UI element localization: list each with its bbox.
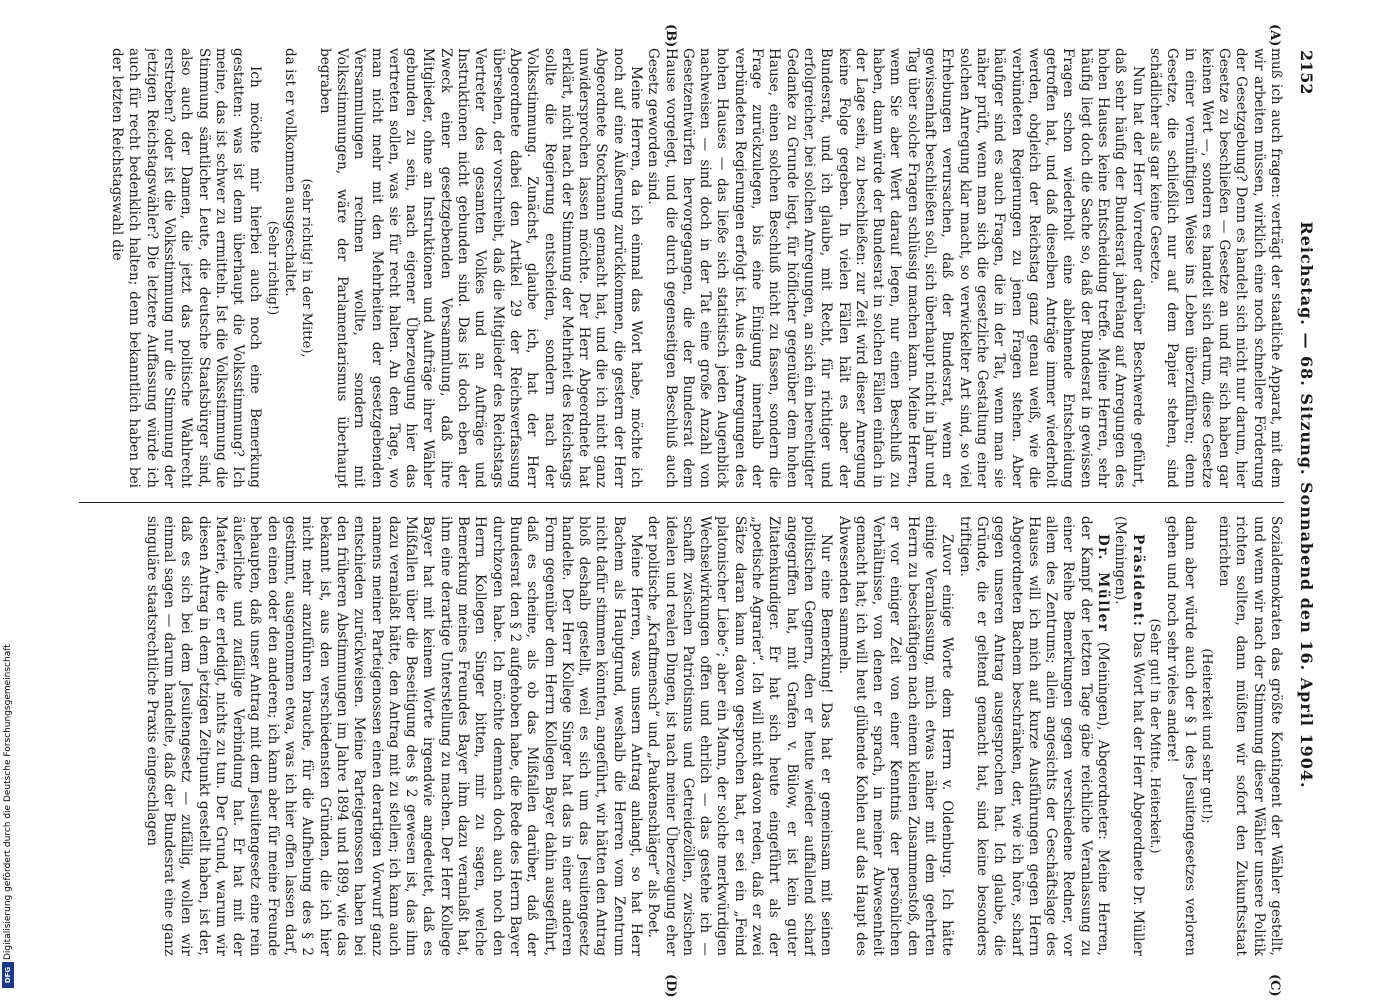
- speaker-text: (Meiningen), Abgeordneter: Meine Herren, der Kampf der letzten Tage gäbe reichliche Veranlassung zu einer Reihe Bemerkungen gegen verschiedene Redner, vor allem des Zentrums; allein angesichts der Geschäftslage des Hauses will ich mich auf kurze Ausführungen gegen Herrn Abgeordneten Bachem beschränken, der, wie ich höre, scharf gegen unseren Antrag ausgesprochen hat. Ich glaube, die Gründe, die er geltend gemacht hat, sind keine besonders triftigen.: [956, 516, 1112, 956]
- margin-mark-c: (C): [1267, 974, 1282, 997]
- column-divider: [79, 502, 1284, 503]
- margin-mark-a: (A): [1267, 24, 1282, 47]
- paragraph: Sozialdemokraten das größte Kontingent der Wähler gestellt, und wenn wir nach der Stimmung dieser Wähler unsere Politik richten sollten, dann müßten wir sofort den Zukunftsstaat einrichten: [1216, 516, 1284, 956]
- dfg-logo-text: DFG: [4, 966, 12, 984]
- dfg-logo: [2, 962, 14, 988]
- paragraph: Meine Herren, was unsern Antrag anlangt, so hat Herr Bachem als Hauptgrund, weshalb die Herren vom Zentrum nicht dafür stimmen könnten, angeführt, wir hätten den Antrag bloß deshalb gestellt, weil es sich um das Jesuitengesetz handelte. Der Herr Kollege Singer hat das in einer anderen Form gegenüber dem Herrn Kollegen Bayer dahin ausgeführt, daß es scheine, als ob das Mißfallen darüber, daß der Bundesrat den § 2 aufgehoben habe, die Rede des Herrn Bayer durchzogen habe. Ich möchte demnach doch auch noch den Herrn Kollegen Singer bitten, mir zu sagen, welche Bemerkung meines Freundes Bayer ihm dazu veranlaßt hat, ihm eine derartige Unterstellung zu machen. Der Herr Kollege Bayer hat mit keinem Worte irgendwie angedeutet, daß es Mißfallen über die Beseitigung des § 2 gewesen ist, das ihm dazu veranlaßt hätte, den Antrag mit zu stellen; ich kann auch namens meiner Parteigenossen einen derartigen Vorwurf ganz entschieden zurückweisen. Meine Parteigenossen haben bei den früheren Abstimmungen im Jahre 1894 und 1899, wie das bekannt ist, aus den verschiedensten Gründen, die ich hier nicht mehr anzuführen brauche, für die Aufhebung des § 2 gestimmt, ausgenommen etwa, was ich hier offen lassen darf, den einen oder den anderen; ich kann aber für meine Freunde behaupten, daß unser Antrag mit dem Jesuitengesetz eine rein äußerliche und zufällige Verbindung hat. Er hat mit der Materie, die er erledigt, nichts zu tun. Der Grund, warum wir diesen Antrag in dem jetzigen Zeitpunkt gestellt haben, ist der, daß es sich bei dem Jesuitengesetz — zufällig, wollen wir einmal sagen — darum handelte, daß der Bundesrat eine ganz singuläre staatsrechtliche Praxis eingeschlagen: [143, 516, 645, 956]
- paragraph: Zuvor einige Worte dem Herrn v. Oldenburg. Ich hätte einige Veranlassung, mich etwas näher mit dem geehrten Herrn zu beschäftigen nach einem kleinen Zusammenstoß, den er vor einiger Zeit von einer Kenntnis der persönlichen Verhältnisse, von denen er sprach, in meiner Abwesenheit gemacht hat; ich will heut glühende Kohlen auf das Haupt des Abwesenden sammeln.: [835, 516, 956, 956]
- paragraph: dann aber würde auch der § 1 des Jesuitengesetzes verloren gehen und noch sehr vieles andere!: [1164, 516, 1198, 956]
- right-column: [74, 516, 1284, 956]
- interjection: (Sehr richtig!): [264, 220, 280, 316]
- interjection: (Sehr gut! in der Mitte. Heiterkeit.): [1146, 618, 1162, 854]
- running-title: Reichstag. — 68. Sitzung. Sonnabend den 16. April 1904.: [1297, 221, 1316, 789]
- paragraph: Meine Herren, da ich einmal das Wort habe, möchte ich noch auf eine Äußerung zurückkommen, die gestern der Herr Abgeordnete Stockmann gemacht hat, und die ich nicht ganz unwidersprochen lassen möchte. Der Herr Abgeordnete hat erklärt, nicht nach der Stimmung der Mehrheit des Reichstags sollte die Regierung entscheiden, sondern nach der Volksstimmung. Zunächst, glaube ich, hat der Herr Abgeordnete dabei den Artikel 29 der Reichsverfassung übersehen, der vorschreibt, daß die Mitglieder des Reichstags Vertreter des gesamten Volkes und an Aufträge und Instruktionen nicht gebunden sind. Das ist doch eben der Zweck einer gesetzgebenden Versammlung, daß ihre Mitglieder, ohne an Instruktionen und Aufträge ihrer Wähler gebunden zu sein, nach eigener Überzeugung hier das vertreten sollen, was sie für recht halten. An dem Tage, wo man nicht mehr mit den Mehrheiten der gesetzgebenden Versammlungen rechnen wollte, sondern mit Volksstimmungen, wäre der Parlamentarismus überhaupt begraben: [316, 48, 645, 488]
- president-label: Präsident:: [1129, 534, 1146, 628]
- paragraph: Nur eine Bemerkung! Das hat er gemeinsam mit seinen politischen Gegnern, den er heute wieder auffallend scharf angegriffen hat, mit Grafen v. Bülow, er ist kein guter Zitatenkundiger. Er hat sich heute eingeführt als der „poetische Agrarier“. Ich will nicht davon reden, daß er zwei Sätze daran kann davon gesprochen hat, er sei ein „Feind platonischer Liebe“; aber ein Mann, der solche merkwürdigen Wechselwirkungen offen und ehrlich — das gestehe ich — schafft zwischen Patriotismus und Getreidezöllen, zwischen idealen und realen Dingen, ist nach meiner Überzeugung eher der politische „Kraftmensch“ und „Paukenschläger“ als Poet.: [645, 516, 835, 956]
- paragraph: muß ich auch fragen: verträgt der staatliche Apparat, mit dem wir arbeiten müssen, wirklich eine noch schnellere Förderung der Gesetzgebung? Denn es handelt sich nicht nur darum, hier Gesetze zu beschließen — Gesetze an und für sich haben gar keinen Wert —, sondern es handelt sich darum, diese Gesetze in einer vernünftigen Weise ins Leben überzuführen; denn Gesetze, die schließlich nur auf dem Papier stehen, sind schädlicher als gar keine Gesetze.: [1146, 48, 1284, 488]
- document-page: [63, 24, 1318, 998]
- speaker-label: Dr. Müller: [1095, 534, 1112, 633]
- digitization-credit: Digitalisierung gefördert durch die Deutsche Forschungsgemeinschaft: [3, 644, 13, 960]
- page-header: [1294, 40, 1318, 970]
- president-paragraph: [1111, 516, 1146, 956]
- paragraph: Nun hat der Herr Vorredner darüber Beschwerde geführt, daß sehr häufig der Bundesrat jahrelang auf Anregungen des hohen Hauses keine Entscheidung treffe. Meine Herren, sehr häufig liegt doch die Sache so, daß der Bundesrat in gewissen Fragen schon wiederholt eine ablehnende Entscheidung getroffen hat, und daß dieselben Anträge immer wiederholt werden, obgleich der Reichstag ganz genau weiß, wie die verbündeten Regierungen zu jenen Fragen stehen. Aber häufiger sind es auch Fragen, die in der Tat, wenn man sie näher prüft, wenn man sich die gesetzliche Gestaltung einer solchen Anregung klar macht, so verwickelter Art sind, so viel Erhebungen verursachen, daß der Bundesrat, wenn er gewissenhaft beschließen soll, sich überhaupt nicht in Jahr und Tag über solche Fragen schlüssig machen kann. Meine Herren, wenn Sie aber Wert darauf legen, nur einen Beschluß zu haben, dann würde der Bundesrat in solchen Fällen einfach in der Lage sein, zu beschließen: zur Zeit wird dieser Anregung keine Folge gegeben. In vielen Fällen hält es aber der Bundesrat, und ich glaube, mit Recht, für richtiger und erfolgreicher, bei solchen Anregungen, an sich ein berechtigter Gedanke zu Grunde liegt, für höflicher gegenüber dem hohen Hause, einen solchen Beschluß nicht zu fassen, sondern die Frage zurückzulegen, bis eine Einigung innerhalb der verbündeten Regierungen erfolgt ist. Aus den Anregungen des hohen Hauses — das ließe sich statistisch jeden Augenblick nachweisen — sind doch in der Tat eine große Anzahl von Gesetzentwürfen hervorgegangen, die der Bundesrat dem Hause vorgelegt, und die durch gegenseitigen Beschluß auch Gesetz geworden sind.: [645, 48, 1146, 488]
- interjection: (Heiterkeit und sehr gut!);: [1198, 648, 1214, 824]
- paragraph: da ist er vollkommen ausgeschaltet.: [282, 48, 299, 297]
- page-number: 2152: [1297, 50, 1316, 95]
- speaker-paragraph: [955, 516, 1111, 956]
- president-text: Das Wort hat der Herr Abgeordnete Dr. Müller (Meiningen).: [1112, 516, 1146, 956]
- interjection: (sehr richtig! in der Mitte),: [299, 178, 315, 358]
- margin-mark-d: (D): [663, 974, 678, 998]
- paragraph: Ich möchte mir hierbei auch noch eine Bemerkung gestatten: was ist denn überhaupt die Volksstimmung? Ich meine, das ist schwer zu ermitteln. Ist die Volksstimmung die Stimmung sämtlicher Leute, die deutsche Staatsbürger sind, also auch der Damen, die jetzt das politische Wahlrecht erstreben? oder ist die Volksstimmung nur die Stimmung der jetzigen Reichstagswähler? Die letztere Auffassung würde ich auch für recht bedenklich halten; denn bekanntlich haben bei der letzten Reichstagswahl die: [109, 48, 264, 488]
- sidebar: [0, 0, 16, 1000]
- margin-mark-b: (B): [663, 24, 678, 48]
- left-column: [74, 48, 1284, 488]
